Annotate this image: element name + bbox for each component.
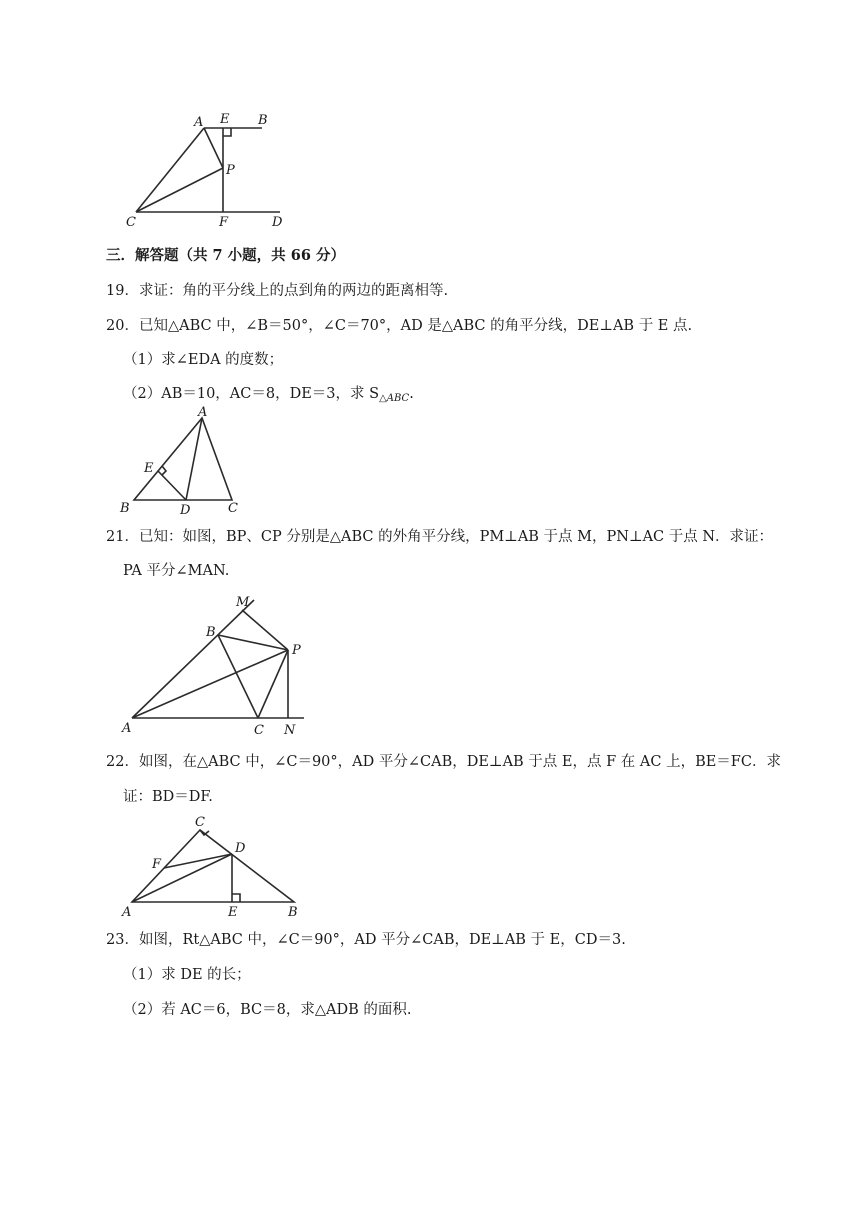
segment-bp <box>218 635 288 650</box>
label-a: A <box>122 905 132 920</box>
segment-bc <box>218 635 258 718</box>
segment-pm <box>242 610 288 650</box>
question-21 <box>106 527 773 547</box>
line-am <box>132 600 254 718</box>
question-number: 23． <box>106 932 139 948</box>
question-23 <box>106 930 626 950</box>
figure-q21 <box>118 590 318 740</box>
label-c: C <box>126 215 136 230</box>
segment-de <box>158 471 186 500</box>
label-d: D <box>272 215 283 230</box>
question-number: 19． <box>106 283 139 299</box>
label-m: M <box>236 595 250 610</box>
label-c: C <box>195 815 205 830</box>
question-20-part-1: （1）求∠EDA 的度数； <box>123 352 284 368</box>
label-b: B <box>258 113 268 128</box>
label-p: P <box>292 643 301 658</box>
question-text: 求证：角的平分线上的点到角的两边的距离相等. <box>138 283 449 299</box>
triangle-abc <box>134 418 232 500</box>
label-e: E <box>220 112 230 127</box>
label-e: E <box>144 461 154 476</box>
label-a: A <box>122 721 132 736</box>
label-e: E <box>228 905 238 920</box>
label-b: B <box>206 625 216 640</box>
segment-ad <box>186 418 202 500</box>
figure-q20 <box>116 404 256 519</box>
figure-q22 <box>118 812 308 922</box>
section-heading: 三．解答题（共 7 小题，共 66 分） <box>106 247 345 264</box>
label-b: B <box>288 905 298 920</box>
question-text: 如图，在△ABC 中，∠C＝90°，AD 平分∠CAB，DE⊥AB 于点 E，点 F 在 AC 上，BE＝FC．求 <box>138 754 781 770</box>
question-20-part-2: （2）AB＝10，AC＝8，DE＝3，求 $S_{\triangle ABC}$. <box>123 386 414 404</box>
label-a: A <box>198 405 208 420</box>
right-angle-mark <box>223 128 231 136</box>
question-21-line-2: PA 平分∠MAN. <box>123 563 230 579</box>
question-number: 21． <box>106 529 139 545</box>
question-text: 已知△ABC 中，∠B＝50°，∠C＝70°，AD 是△ABC 的角平分线，DE⊥AB 于 E 点. <box>138 318 693 334</box>
question-text: 如图，Rt△ABC 中，∠C＝90°，AD 平分∠CAB，DE⊥AB 于 E，CD＝3. <box>138 932 626 948</box>
question-number: 22． <box>106 754 139 770</box>
label-b: B <box>120 501 130 516</box>
right-angle-mark-e <box>232 894 240 902</box>
question-19 <box>106 281 448 301</box>
label-c: C <box>254 723 264 738</box>
label-n: N <box>284 723 296 738</box>
question-text: 已知：如图，BP、CP 分别是△ABC 的外角平分线，PM⊥AB 于点 M，PN⊥AC 于点 N．求证： <box>138 529 774 545</box>
label-f: F <box>152 857 162 872</box>
label-d: D <box>180 503 191 518</box>
segment-ap <box>204 128 223 168</box>
question-23-part-1: （1）求 DE 的长； <box>123 967 251 983</box>
label-c: C <box>228 501 238 516</box>
figure-parallel-lines <box>120 108 300 233</box>
segment-ap <box>132 650 288 718</box>
question-22-line-2: 证：BD＝DF. <box>123 789 213 805</box>
label-d: D <box>235 841 246 856</box>
question-20 <box>106 316 692 336</box>
question-number: 20． <box>106 318 139 334</box>
label-a: A <box>194 115 204 130</box>
segment-ac <box>136 128 204 212</box>
segment-fd <box>164 854 232 868</box>
segment-cp <box>136 168 223 212</box>
segment-ad <box>132 854 232 902</box>
question-23-part-2: （2）若 AC＝6，BC＝8，求△ADB 的面积. <box>123 1002 412 1018</box>
segment-cp <box>258 650 288 718</box>
label-f: F <box>219 215 229 230</box>
right-angle-mark <box>162 466 166 475</box>
question-22 <box>106 752 781 772</box>
label-p: P <box>226 163 235 178</box>
